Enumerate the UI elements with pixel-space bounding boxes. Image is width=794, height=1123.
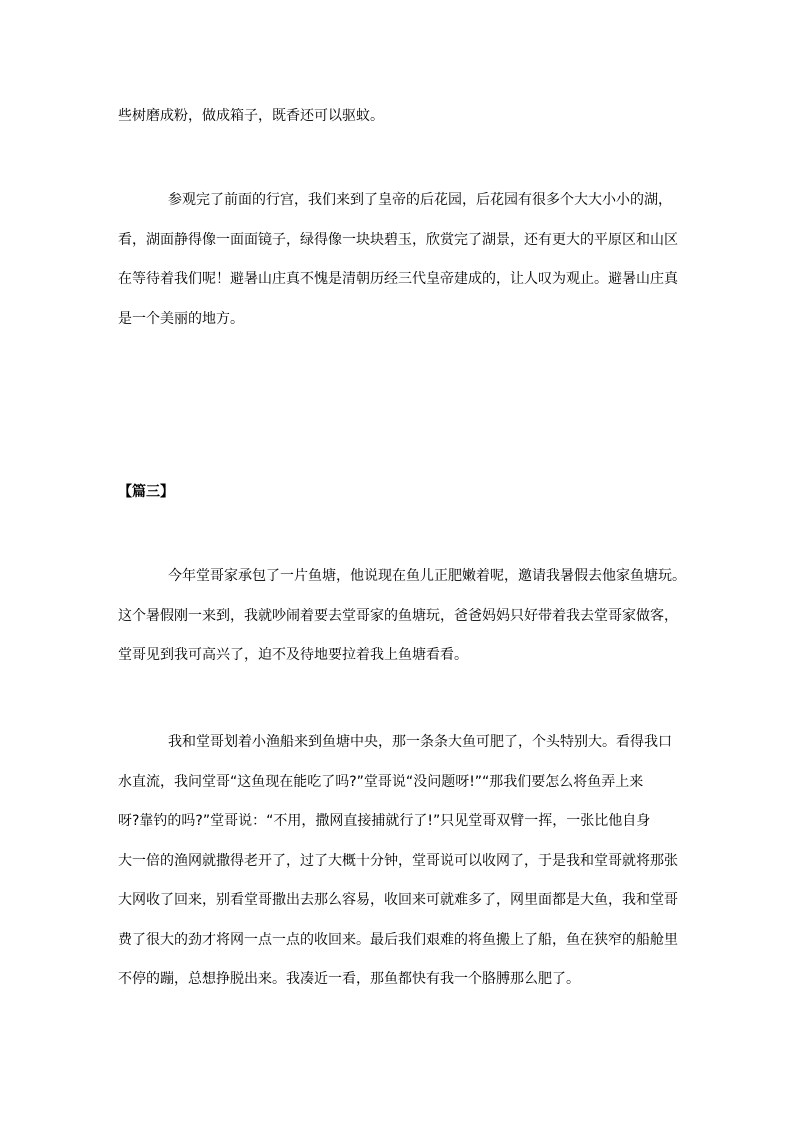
text-line: 参观完了前面的行宫，我们来到了皇帝的后花园，后花园有很多个大大小小的湖， bbox=[168, 192, 672, 208]
text-line: 不停的蹦，总想挣脱出来。我凑近一看，那鱼都快有我一个胳膊那么肥了。 bbox=[118, 971, 580, 987]
text-line: 费了很大的劲才将网一点一点的收回来。最后我们艰难的将鱼搬上了船，鱼在狭窄的船舱里 bbox=[118, 931, 678, 948]
text-line: 些树磨成粉，做成箱子，既香还可以驱蚊。 bbox=[118, 108, 384, 124]
text-line: 在等待着我们呢！避暑山庄真不愧是清朝历经三代皇帝建成的，让人叹为观止。避暑山庄真 bbox=[118, 271, 678, 287]
text-line: 是一个美丽的地方。 bbox=[118, 310, 244, 327]
text-line: 看，湖面静得像一面面镜子，绿得像一块块碧玉，欣赏完了湖景，还有更大的平原区和山区 bbox=[118, 231, 678, 248]
text-line: 水直流，我问堂哥“这鱼现在能吃了吗?”堂哥说“没问题呀!”“那我们要怎么将鱼弄上来 bbox=[118, 773, 644, 790]
paragraph-fish-pond-intro bbox=[118, 566, 686, 665]
text-line: 这个暑假刚一来到，我就吵闹着要去堂哥家的鱼塘玩，爸爸妈妈只好带着我去堂哥家做客， bbox=[118, 607, 678, 624]
paragraph-back-garden bbox=[118, 190, 678, 329]
text-line: 呀?靠钓的吗?”堂哥说：“不用，撒网直接捕就行了!”只见堂哥双臂一挥，一张比他自身 bbox=[118, 813, 651, 829]
text-line: 我和堂哥划着小渔船来到鱼塘中央，那一条条大鱼可肥了，个头特别大。看得我口 bbox=[168, 734, 672, 750]
text-line: 堂哥见到我可高兴了，迫不及待地要拉着我上鱼塘看看。 bbox=[118, 647, 468, 663]
text-line: 今年堂哥家承包了一片鱼塘，他说现在鱼儿正肥嫩着呢，邀请我暑假去他家鱼塘玩。 bbox=[168, 568, 686, 584]
paragraph-fishing bbox=[118, 732, 678, 989]
text-line: 大一倍的渔网就撒得老开了，过了大概十分钟，堂哥说可以收网了，于是我和堂哥就将那张 bbox=[118, 852, 678, 869]
section-heading: 【篇三】 bbox=[118, 484, 174, 500]
paragraph-continuation bbox=[118, 106, 678, 126]
text-line: 大网收了回来，别看堂哥撒出去那么容易，收回来可就难多了，网里面都是大鱼，我和堂哥 bbox=[118, 892, 678, 908]
